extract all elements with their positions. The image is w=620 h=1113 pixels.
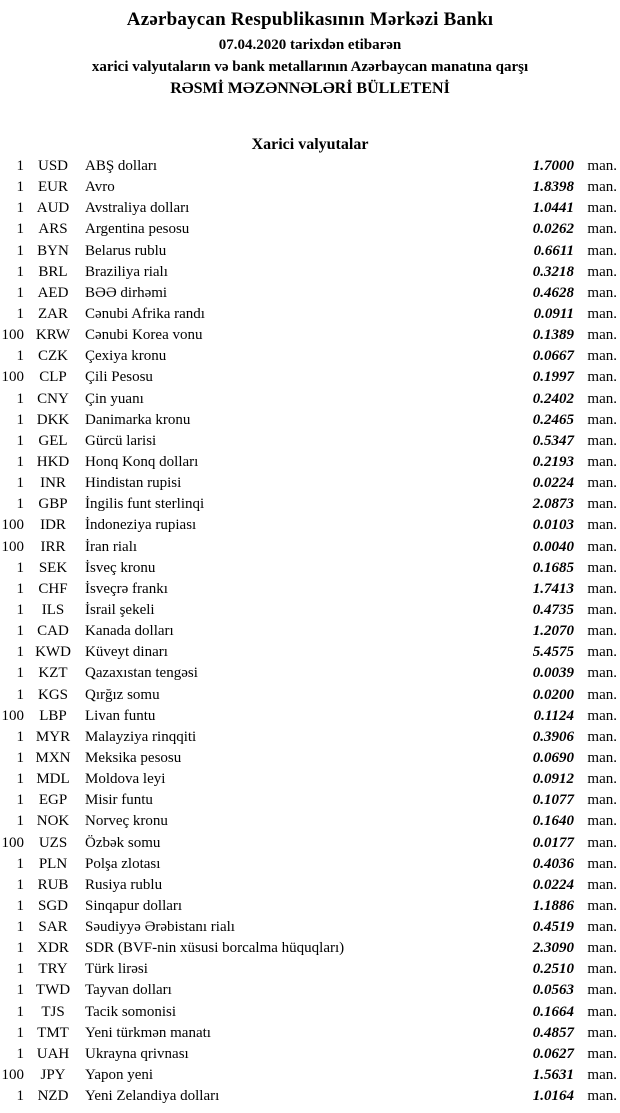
unit-cell: man. (587, 982, 617, 999)
rate-row (0, 156, 620, 177)
unit-cell: man. (587, 792, 617, 809)
currency-name-cell: Çexiya kronu (85, 348, 167, 365)
unit-cell: man. (587, 897, 617, 914)
quantity-cell: 1 (16, 559, 24, 576)
rate-row (0, 1086, 620, 1107)
currency-name-cell: Qazaxıstan tengəsi (85, 665, 198, 682)
quantity-cell: 100 (1, 538, 24, 555)
quantity-cell: 1 (16, 728, 24, 745)
rate-cell: 2.0873 (532, 496, 574, 513)
rate-row (0, 410, 620, 431)
rate-row (0, 452, 620, 473)
rate-cell: 0.4519 (532, 919, 574, 936)
currency-name-cell: İsrail şekeli (85, 601, 155, 618)
currency-code-cell: CZK (38, 348, 68, 365)
quantity-cell: 1 (16, 453, 24, 470)
currency-name-cell: Rusiya rublu (85, 876, 163, 893)
quantity-cell: 1 (16, 432, 24, 449)
unit-cell: man. (587, 305, 617, 322)
rate-cell: 0.0912 (532, 771, 574, 788)
unit-cell: man. (587, 453, 617, 470)
currency-name-cell: İndoneziya rupiası (85, 517, 197, 534)
currency-code-cell: IDR (40, 517, 66, 534)
rate-row (0, 1065, 620, 1086)
rate-cell: 0.0911 (533, 305, 574, 322)
rate-cell: 0.0563 (532, 982, 574, 999)
currency-name-cell: Moldova leyi (85, 771, 166, 788)
currency-name-cell: Yeni türkmən manatı (85, 1024, 211, 1041)
rate-cell: 0.2193 (532, 453, 574, 470)
currency-name-cell: Malayziya rinqqiti (85, 728, 197, 745)
currency-code-cell: UAH (36, 1045, 70, 1062)
currency-code-cell: ZAR (38, 305, 68, 322)
rate-row (0, 1002, 620, 1023)
rate-row (0, 473, 620, 494)
quantity-cell: 1 (16, 158, 24, 174)
effective-date-line: 07.04.2020 tarixdən etibarən (218, 37, 402, 53)
currency-code-cell: MDL (36, 771, 70, 788)
rate-cell: 0.0690 (532, 749, 574, 766)
unit-cell: man. (587, 644, 617, 661)
currency-code-cell: KWD (35, 644, 71, 661)
subject-line: xarici valyutaların və bank metallarının Azərbaycan manatına qarşı (91, 59, 529, 75)
currency-name-cell: Küveyt dinarı (85, 644, 168, 661)
quantity-cell: 100 (1, 707, 24, 724)
rate-row (0, 600, 620, 621)
rate-row (0, 980, 620, 1001)
quantity-cell: 1 (16, 601, 24, 618)
currency-code-cell: CLP (39, 369, 67, 386)
unit-cell: man. (587, 517, 617, 534)
quantity-cell: 1 (16, 179, 24, 196)
unit-cell: man. (587, 432, 617, 449)
rates-table (0, 156, 620, 1107)
rate-row (0, 304, 620, 325)
rate-cell: 0.4036 (532, 855, 574, 872)
rate-row (0, 325, 620, 346)
rate-cell: 0.0177 (532, 834, 574, 851)
currency-name-cell: İran rialı (85, 538, 138, 555)
rate-cell: 0.2402 (532, 390, 574, 407)
quantity-cell: 1 (16, 876, 24, 893)
rate-row (0, 727, 620, 748)
currency-code-cell: EUR (38, 179, 68, 196)
unit-cell: man. (587, 411, 617, 428)
currency-code-cell: ARS (38, 221, 68, 238)
currency-code-cell: NOK (36, 813, 70, 830)
rate-cell: 0.4735 (532, 601, 574, 618)
currency-code-cell: MYR (35, 728, 71, 745)
quantity-cell: 1 (16, 580, 24, 597)
rate-cell: 0.0200 (532, 686, 574, 703)
rate-row (0, 938, 620, 959)
currency-name-cell: Cənubi Korea vonu (85, 327, 203, 344)
rate-cell: 0.1077 (532, 792, 574, 809)
rate-cell: 0.0039 (532, 665, 574, 682)
rate-cell: 0.1664 (532, 1003, 574, 1020)
quantity-cell: 1 (16, 919, 24, 936)
currency-name-cell: Səudiyyə Ərəbistanı rialı (85, 919, 235, 936)
unit-cell: man. (587, 538, 617, 555)
currency-name-cell: Yeni Zelandiya dolları (85, 1088, 220, 1105)
unit-cell: man. (587, 601, 617, 618)
rate-row (0, 177, 620, 198)
currency-name-cell: Braziliya rialı (85, 263, 168, 280)
rate-cell: 0.2465 (532, 411, 574, 428)
quantity-cell: 100 (1, 517, 24, 534)
rate-cell: 0.3906 (532, 728, 574, 745)
rate-cell: 2.3090 (532, 940, 574, 957)
currency-name-cell: İsveçrə frankı (85, 580, 168, 597)
currency-name-cell: Norveç kronu (85, 813, 168, 830)
unit-cell: man. (587, 179, 617, 196)
currency-code-cell: CNY (37, 390, 69, 407)
currency-name-cell: SDR (BVF-nin xüsusi borcalma hüquqları) (85, 940, 345, 957)
rate-row (0, 558, 620, 579)
rate-row (0, 198, 620, 219)
unit-cell: man. (587, 327, 617, 344)
rate-row (0, 621, 620, 642)
rate-cell: 0.1389 (532, 327, 574, 344)
currency-code-cell: KZT (38, 665, 68, 682)
currency-name-cell: İsveç kronu (85, 559, 156, 576)
rate-cell: 0.3218 (532, 263, 574, 280)
quantity-cell: 1 (16, 623, 24, 640)
rate-cell: 0.6611 (533, 242, 574, 259)
currency-name-cell: Kanada dolları (85, 623, 174, 640)
unit-cell: man. (587, 496, 617, 513)
quantity-cell: 1 (16, 855, 24, 872)
rate-row (0, 262, 620, 283)
unit-cell: man. (587, 919, 617, 936)
quantity-cell: 1 (16, 390, 24, 407)
bulletin-header (0, 0, 620, 100)
rate-cell: 0.4857 (532, 1024, 574, 1041)
unit-cell: man. (587, 623, 617, 640)
currency-name-cell: Avro (85, 179, 115, 196)
quantity-cell: 1 (16, 644, 24, 661)
unit-cell: man. (587, 1024, 617, 1041)
currency-name-cell: Tayvan dolları (85, 982, 172, 999)
rate-cell: 1.1886 (532, 897, 574, 914)
currency-name-cell: Polşa zlotası (85, 855, 161, 872)
rate-cell: 0.0040 (532, 538, 574, 555)
currency-name-cell: Belarus rublu (85, 242, 167, 259)
rate-cell: 0.1124 (533, 707, 574, 724)
quantity-cell: 1 (16, 792, 24, 809)
currency-code-cell: SEK (38, 559, 68, 576)
unit-cell: man. (587, 1003, 617, 1020)
rate-row (0, 346, 620, 367)
currency-code-cell: EGP (38, 792, 68, 809)
unit-cell: man. (587, 940, 617, 957)
currency-code-cell: USD (37, 158, 68, 174)
currency-code-cell: INR (40, 475, 66, 492)
currency-code-cell: SGD (37, 897, 68, 914)
bank-title: Azərbaycan Respublikasının Mərkəzi Bankı (126, 9, 494, 30)
quantity-cell: 100 (1, 327, 24, 344)
rate-cell: 1.7413 (532, 580, 574, 597)
currency-name-cell: Cənubi Afrika randı (85, 305, 205, 322)
unit-cell: man. (587, 1045, 617, 1062)
unit-cell: man. (587, 158, 617, 174)
unit-cell: man. (587, 961, 617, 978)
quantity-cell: 1 (16, 200, 24, 217)
quantity-cell: 1 (16, 348, 24, 365)
rate-row (0, 917, 620, 938)
quantity-cell: 1 (16, 897, 24, 914)
rate-cell: 1.0441 (532, 200, 574, 217)
currency-code-cell: KRW (35, 327, 71, 344)
rate-cell: 0.1997 (532, 369, 574, 386)
currency-name-cell: İngilis funt sterlinqi (85, 496, 205, 513)
currency-name-cell: Çili Pesosu (85, 369, 153, 386)
currency-name-cell: Ukrayna qrivnası (85, 1045, 189, 1062)
unit-cell: man. (587, 813, 617, 830)
rate-row (0, 663, 620, 684)
unit-cell: man. (587, 855, 617, 872)
currency-code-cell: PLN (38, 855, 68, 872)
rate-row (0, 748, 620, 769)
rate-row (0, 790, 620, 811)
bulletin-title: RƏSMİ MƏZƏNNƏLƏRİ BÜLLETENİ (170, 80, 450, 97)
unit-cell: man. (587, 475, 617, 492)
rate-row (0, 769, 620, 790)
currency-code-cell: CHF (38, 580, 68, 597)
currency-name-cell: Livan funtu (85, 707, 156, 724)
quantity-cell: 1 (16, 982, 24, 999)
quantity-cell: 1 (16, 1045, 24, 1062)
quantity-cell: 1 (16, 221, 24, 238)
rate-row (0, 875, 620, 896)
rate-cell: 1.7000 (532, 158, 574, 174)
rate-row (0, 367, 620, 388)
rate-cell: 1.5631 (532, 1067, 574, 1084)
currency-name-cell: Hindistan rupisi (85, 475, 182, 492)
unit-cell: man. (587, 1088, 617, 1105)
rate-row (0, 642, 620, 663)
currency-name-cell: Tacik somonisi (85, 1003, 177, 1020)
quantity-cell: 1 (16, 263, 24, 280)
unit-cell: man. (587, 369, 617, 386)
quantity-cell: 1 (16, 749, 24, 766)
unit-cell: man. (587, 707, 617, 724)
currency-code-cell: SAR (38, 919, 68, 936)
unit-cell: man. (587, 728, 617, 745)
rate-cell: 0.0103 (532, 517, 574, 534)
quantity-cell: 100 (1, 834, 24, 851)
currency-code-cell: GBP (38, 496, 68, 513)
rate-row (0, 537, 620, 558)
rate-row (0, 959, 620, 980)
currency-code-cell: TJS (41, 1003, 65, 1020)
quantity-cell: 1 (16, 496, 24, 513)
currency-code-cell: XDR (37, 940, 69, 957)
rate-row (0, 685, 620, 706)
currency-name-cell: Qırğız somu (85, 686, 160, 703)
currency-code-cell: KGS (37, 686, 68, 703)
rate-cell: 0.0627 (532, 1045, 574, 1062)
currency-code-cell: NZD (37, 1088, 69, 1105)
rate-cell: 0.1640 (532, 813, 574, 830)
currency-code-cell: CAD (37, 623, 69, 640)
currency-code-cell: UZS (38, 834, 68, 851)
currency-code-cell: AED (37, 284, 69, 301)
currency-name-cell: Misir funtu (85, 792, 153, 809)
quantity-cell: 1 (16, 1024, 24, 1041)
section-title: Xarici valyutalar (251, 136, 369, 153)
unit-cell: man. (587, 665, 617, 682)
quantity-cell: 100 (1, 369, 24, 386)
currency-name-cell: Çin yuanı (85, 390, 144, 407)
quantity-cell: 1 (16, 1003, 24, 1020)
currency-name-cell: Sinqapur dolları (85, 897, 183, 914)
quantity-cell: 1 (16, 284, 24, 301)
rate-cell: 5.4575 (532, 644, 574, 661)
rate-cell: 1.0164 (532, 1088, 574, 1105)
currency-name-cell: Gürcü larisi (85, 432, 157, 449)
rate-row (0, 241, 620, 262)
quantity-cell: 1 (16, 1088, 24, 1105)
currency-code-cell: TRY (38, 961, 68, 978)
unit-cell: man. (587, 686, 617, 703)
rate-cell: 1.2070 (532, 623, 574, 640)
currency-code-cell: TWD (35, 982, 71, 999)
rate-cell: 0.0667 (532, 348, 574, 365)
currency-name-cell: Türk lirəsi (85, 961, 148, 978)
quantity-cell: 1 (16, 665, 24, 682)
rate-row (0, 706, 620, 727)
unit-cell: man. (587, 242, 617, 259)
currency-code-cell: JPY (40, 1067, 66, 1084)
unit-cell: man. (587, 1067, 617, 1084)
currency-code-cell: GEL (38, 432, 68, 449)
rate-cell: 0.5347 (532, 432, 574, 449)
unit-cell: man. (587, 580, 617, 597)
rate-row (0, 389, 620, 410)
unit-cell: man. (587, 749, 617, 766)
currency-code-cell: BRL (38, 263, 68, 280)
currency-name-cell: Yapon yeni (85, 1067, 154, 1084)
rate-cell: 0.1685 (532, 559, 574, 576)
currency-code-cell: RUB (37, 876, 69, 893)
currency-name-cell: ABŞ dolları (85, 158, 158, 174)
rate-row (0, 283, 620, 304)
rate-row (0, 1023, 620, 1044)
quantity-cell: 1 (16, 813, 24, 830)
currency-code-cell: BYN (37, 242, 69, 259)
currency-name-cell: Avstraliya dolları (85, 200, 190, 217)
rate-cell: 0.4628 (532, 284, 574, 301)
rate-row (0, 494, 620, 515)
unit-cell: man. (587, 284, 617, 301)
unit-cell: man. (587, 200, 617, 217)
quantity-cell: 1 (16, 961, 24, 978)
rate-cell: 1.8398 (532, 179, 574, 196)
quantity-cell: 1 (16, 940, 24, 957)
unit-cell: man. (587, 771, 617, 788)
currency-code-cell: MXN (35, 749, 71, 766)
rate-row (0, 896, 620, 917)
rate-cell: 0.2510 (532, 961, 574, 978)
currency-code-cell: TMT (37, 1024, 69, 1041)
quantity-cell: 1 (16, 686, 24, 703)
unit-cell: man. (587, 390, 617, 407)
quantity-cell: 1 (16, 475, 24, 492)
quantity-cell: 1 (16, 771, 24, 788)
quantity-cell: 100 (1, 1067, 24, 1084)
rate-row (0, 219, 620, 240)
rate-row (0, 579, 620, 600)
unit-cell: man. (587, 263, 617, 280)
rate-row (0, 1044, 620, 1065)
currency-name-cell: Özbək somu (85, 834, 161, 851)
currency-code-cell: HKD (36, 453, 70, 470)
unit-cell: man. (587, 876, 617, 893)
unit-cell: man. (587, 559, 617, 576)
rate-row (0, 854, 620, 875)
unit-cell: man. (587, 221, 617, 238)
currency-name-cell: Meksika pesosu (85, 749, 182, 766)
quantity-cell: 1 (16, 305, 24, 322)
quantity-cell: 1 (16, 411, 24, 428)
currency-code-cell: LBP (39, 707, 67, 724)
currency-name-cell: BƏƏ dirhəmi (85, 284, 168, 301)
rate-cell: 0.0224 (532, 876, 574, 893)
unit-cell: man. (587, 348, 617, 365)
currency-name-cell: Danimarka kronu (85, 411, 191, 428)
rate-row (0, 811, 620, 832)
currency-code-cell: AUD (36, 200, 70, 217)
rate-row (0, 833, 620, 854)
unit-cell: man. (587, 834, 617, 851)
currency-name-cell: Honq Konq dolları (85, 453, 199, 470)
rate-cell: 0.0262 (532, 221, 574, 238)
quantity-cell: 1 (16, 242, 24, 259)
rate-cell: 0.0224 (532, 475, 574, 492)
currency-code-cell: DKK (36, 411, 70, 428)
rate-row (0, 431, 620, 452)
currency-code-cell: IRR (40, 538, 66, 555)
currency-code-cell: ILS (41, 601, 65, 618)
currency-name-cell: Argentina pesosu (85, 221, 190, 238)
rate-row (0, 515, 620, 536)
